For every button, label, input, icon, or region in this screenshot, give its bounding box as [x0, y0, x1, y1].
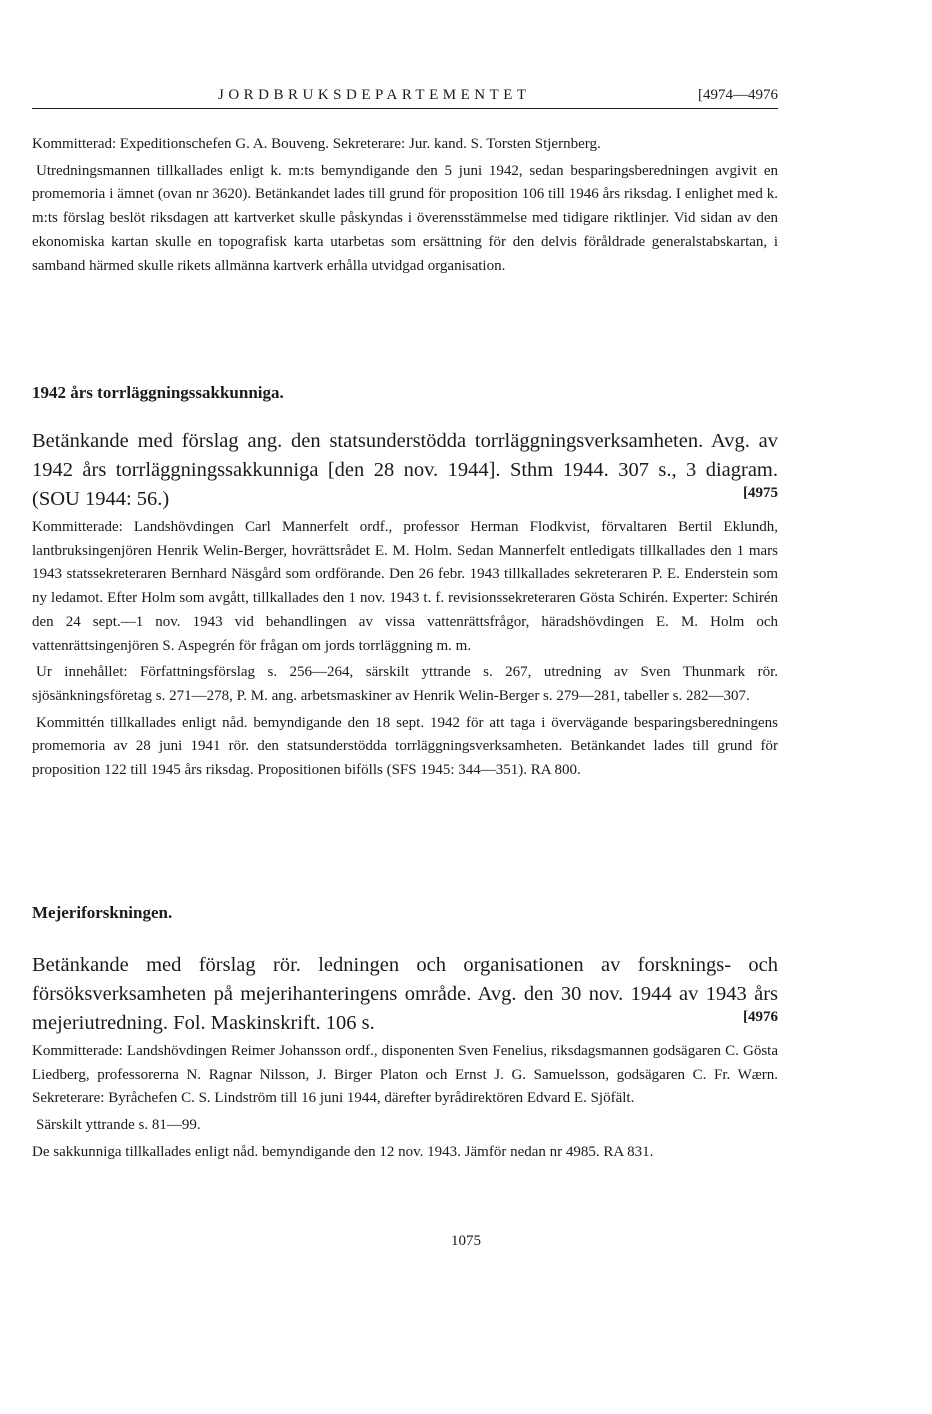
section-title-mejeri: [32, 903, 778, 923]
entry-4976: [32, 951, 778, 1038]
entry-4976-special-statement: Särskilt yttrande s. 81—99.: [36, 1117, 201, 1134]
entry-4975: [32, 427, 778, 514]
entry-4975-title: Betänkande med förslag ang. den statsunderstödda torrläggningsverksamheten. Avg. av 1942 års torrläggningssakkunniga [den 28 nov. 1944]. Sthm 1944. 307 s., 3 diagram. (SOU 1944: 56.): [32, 430, 778, 510]
entry-4976-notes: [32, 1040, 778, 1165]
intro-background: Utredningsmannen tillkallades enligt k. m:ts bemyndigande den 5 juni 1942, sedan besparingsberedningen avgivit en promemoria i ämnet (ovan nr 3620). Betänkandet lades till grund för proposition 106 till 1946 års riksdag. I enlighet med k. m:ts förslag beslöt riksdagen att kartverket skulle påskyndas i överensstämmelse med tidigare riktlinjer. Vid sidan av den ekonomiska kartan skulle en topografisk karta utarbetas som ersättning för den delvis föråldrade generalstabskartan, i samband härmed skulle rikets allmänna kartverk erhålla utvidgad organisation.: [32, 162, 778, 274]
entry-4975-committee: Kommitterade: Landshövdingen Carl Mannerfelt ordf., professor Herman Flodkvist, förvaltaren Bertil Eklundh, lantbruksingenjören Henrik Welin-Berger, hovrättsrådet E. M. Holm. Sedan Mannerfelt entledigats tillkallades den 1 mars 1943 statssekreteraren Bernhard Näsgård som ordförande. Den 26 febr. 1943 tillkallades sekreteraren P. E. Enderstein som ny ledamot. Efter Holm som avgått, tillkallades den 1 nov. 1943 t. f. revisionssekreteraren Gösta Schirén. Experter: Schirén den 24 sept.—1 nov. 1943 vid behandlingen av vissa vattenrättsfrågor, häradshövdingen E. M. Holm och vattenrättsingenjören S. Aspegrén för frågan om jords torrläggning m. m.: [32, 519, 778, 654]
entry-4975-notes: [32, 516, 778, 783]
intro-committee: Kommitterad: Expeditionschefen G. A. Bouveng. Sekreterare: Jur. kand. S. Torsten Stjernberg.: [32, 136, 601, 152]
entry-4975-text: [32, 427, 778, 514]
entry-4976-text: [32, 951, 778, 1038]
entry-4975-background: Kommittén tillkallades enligt nåd. bemyndigande den 18 sept. 1942 för att taga i övervägande besparingsberedningens promemoria av 28 juni 1941 rör. den statsunderstödda torrläggningsverksamheten. Betänkandet lades till grund för proposition 122 till 1945 års riksdag. Propositionen bifölls (SFS 1945: 344—351). RA 800.: [32, 714, 778, 779]
entry-4975-contents: Ur innehållet: Författningsförslag s. 256—264, särskilt yttrande s. 267, utredning av Sven Thunmark rör. sjösänkningsföretag s. 271—278, P. M. ang. arbetsmaskiner av Henrik Welin-Berger s. 279—281, tabeller s. 282—307.: [32, 664, 778, 704]
entry-4976-title: Betänkande med förslag rör. ledningen och organisationen av forsknings- och försöksverksamheten på mejerihanteringens område. Avg. den 30 nov. 1944 av 1943 års mejeriutredning. Fol. Maskinskrift. 106 s.: [32, 954, 778, 1034]
running-head: JORDBRUKSDEPARTEMENTET: [218, 87, 531, 103]
entry-4975-ref: [4975: [743, 485, 778, 501]
entry-4976-ref: [4976: [743, 1009, 778, 1025]
page-header: [32, 86, 778, 109]
section1-title: 1942 års torrläggningssakkunniga.: [32, 383, 284, 402]
page-number: 1075: [451, 1233, 481, 1249]
entry-4976-background: De sakkunniga tillkallades enligt nåd. bemyndigande den 12 nov. 1943. Jämför nedan nr 4985. RA 831.: [32, 1143, 654, 1160]
intro-block: [32, 133, 778, 278]
section-title-torrlaggning: [32, 383, 778, 403]
page-range: [4974—4976: [698, 87, 778, 103]
entry-4976-committee: Kommitterade: Landshövdingen Reimer Johansson ordf., disponenten Sven Fenelius, riksdagsmannen godsägaren C. Gösta Liedberg, professorerna N. Ragnar Nilsson, J. Birger Platon och Ernst J. G. Samuelsson, godsägaren C. Fr. Wærn. Sekreterare: Byråchefen C. S. Lindström till 16 juni 1944, därefter byrådirektören Edvard E. Sjöfält.: [32, 1043, 778, 1107]
section2-title: Mejeriforskningen.: [32, 903, 173, 922]
